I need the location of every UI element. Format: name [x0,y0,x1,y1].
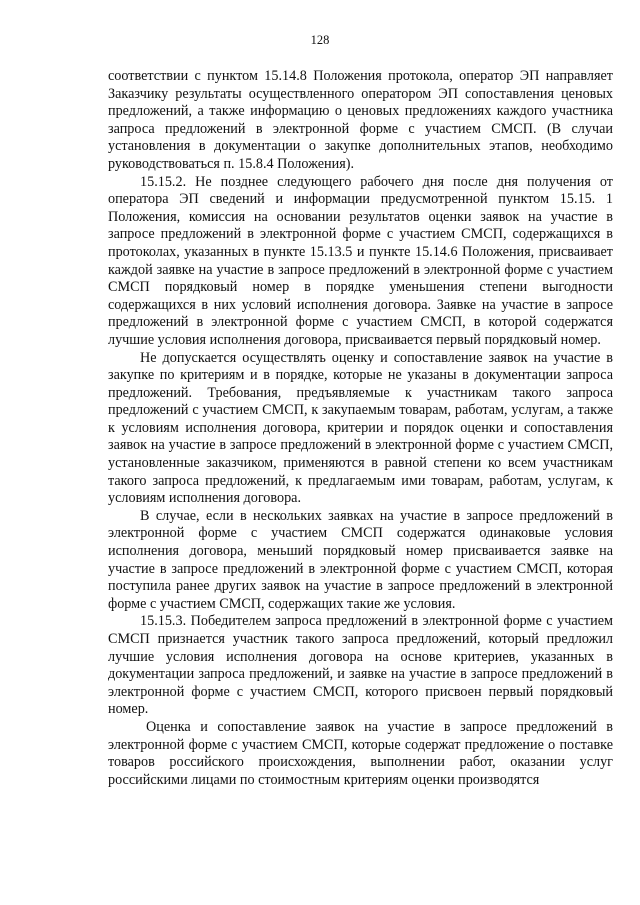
paragraph-continuation: соответствии с пунктом 15.14.8 Положения протокола, оператор ЭП направляет Заказчику результаты осуществленного оператором ЭП сопоставления ценовых предложений, а также информацию о ценовых предложениях каждого участника запроса предложений в электронной форме с участием СМСП. (В случаи установления в документации о закупке дополнительных этапов, необходимо руководствоваться п. 15.8.4 Положения). [108,68,613,172]
page-number: 128 [310,33,330,47]
paragraph-equal-conditions: В случае, если в нескольких заявках на участие в запросе предложений в электронной форме с участием СМСП содержатся одинаковые условия исполнения договора, меньший порядковый номер присваивается заявке на участие в запросе предложений в электронной форме с участием СМСП, которая поступила ранее других заявок на участие в запросе предложений в электронной форме с участием СМСП, содержащих такие же условия. [108,507,613,612]
paragraph-15-15-3: 15.15.3. Победителем запроса предложений в электронной форме с участием СМСП признается участник такого запроса предложений, который предложил лучшие условия исполнения договора на основе критериев, указанных в документации запроса предложений, и заявке на участие в запросе предложений в электронной форме с участием СМСП, которого присвоен первый порядковый номер. [108,613,613,718]
paragraph-evaluation-rules: Не допускается осуществлять оценку и сопоставление заявок на участие в закупке по критериям и в порядке, которые не указаны в документации запроса предложений. Требования, предъявляемые к участникам такого запроса предложений с участием СМСП, к закупаемым товарам, работам, услугам, а также к условиям исполнения договора, критерии и порядок оценки и сопоставления заявок на участие в запросе предложений в электронной форме с участием СМСП, установленные заказчиком, применяются в равной степени ко всем участникам такого запроса предложений, к предлагаемым ими товарам, работам, услугам, к условиям исполнения договора. [108,349,613,507]
document-body [108,68,613,789]
paragraph-15-15-2: 15.15.2. Не позднее следующего рабочего дня после дня получения от оператора ЭП сведений и информации предусмотренной пунктом 15.15. 1 Положения, комиссия на основании результатов оценки заявок на участие в запросе предложений в электронной форме с участием СМСП, содержащихся в протоколах, указанных в пункте 15.13.5 и пункте 15.14.6 Положения, присваивает каждой заявке на участие в запросе предложений в электронной форме с участием СМСП порядковый номер в порядке уменьшения степени выгодности содержащихся в них условий исполнения договора. Заявке на участие в запросе предложений в электронной форме с участием СМСП, в которой содержатся лучшие условия исполнения договора, присваивается первый порядковый номер. [108,173,613,348]
paragraph-russian-origin: Оценка и сопоставление заявок на участие в запросе предложений в электронной форме с участием СМСП, которые содержат предложение о поставке товаров российского происхождения, выполнении работ, оказании услуг российскими лицами по стоимостным критериям оценки производятся [108,718,613,788]
